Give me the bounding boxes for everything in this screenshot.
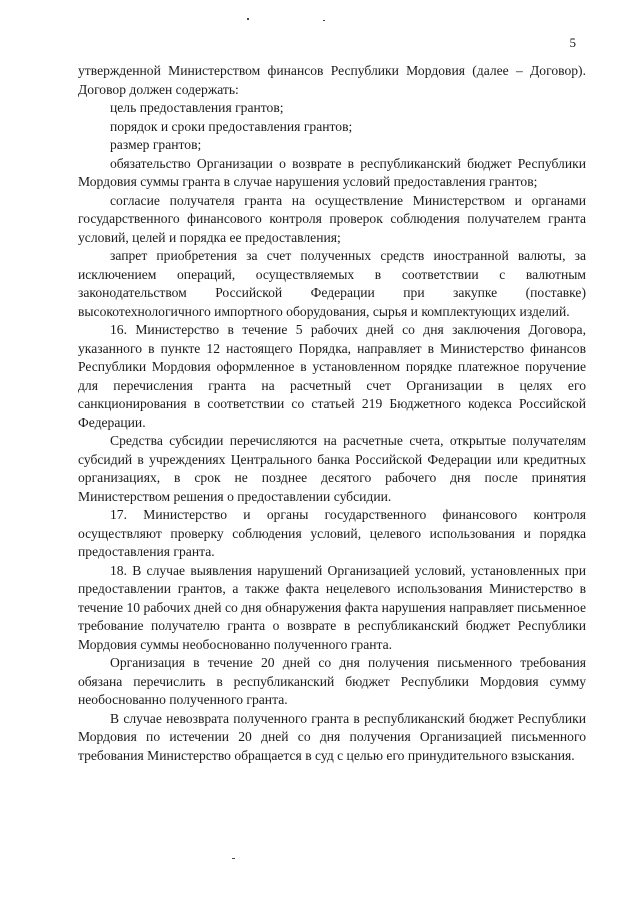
contract-item: согласие получателя гранта на осуществление Министерством и органами государственного финансового контроля проверок соблюдения получателем гранта условий, целей и порядка ее предоставления; xyxy=(78,192,586,245)
clause-16-paragraph: 16. Министерство в течение 5 рабочих дней со дня заключения Договора, указанного в пункте 12 настоящего Порядка, направляет в Министерство финансов Республики Мордовия оформленное в установленном порядке платежное поручение для перечисления гранта на расчетный счет Организации в целях его санкционирования в соответствии со статьей 219 Бюджетного кодекса Российской Федерации. xyxy=(78,322,586,430)
scan-speck xyxy=(247,18,249,20)
page-number: 5 xyxy=(569,35,576,50)
contract-item: размер грантов; xyxy=(110,137,202,152)
scan-speck xyxy=(232,858,235,859)
contract-item: порядок и сроки предоставления грантов; xyxy=(110,118,353,134)
clause-18-paragraph: 18. В случае выявления нарушений Организацией условий, установленных при предоставлении грантов, а также факта нецелевого использования Министерство в течение 10 рабочих дней со дня обнаружения факта нарушения направляет письменное требование получателю гранта о возврате в республиканский бюджет Республики Мордовия суммы необоснованно полученного гранта. xyxy=(78,562,586,652)
contract-item: цель предоставления грантов; xyxy=(110,100,284,115)
clause-17-paragraph: 17. Министерство и органы государственного финансового контроля осуществляют проверку соблюдения условий, целевого использования и порядка предоставления гранта. xyxy=(78,507,586,559)
intro-paragraph: утвержденной Министерством финансов Республики Мордовия (далее – Договор). Договор должен содержать: xyxy=(78,63,586,97)
court-recovery-paragraph: В случае невозврата полученного гранта в республиканский бюджет Республики Мордовия по истечении 20 дней со дня получения Организацией письменного требования Министерство обращается в суд с целью его принудительного взыскания. xyxy=(78,710,586,763)
subsidy-transfer-paragraph: Средства субсидии перечисляются на расчетные счета, открытые получателям субсидий в учреждениях Центрального банка Российской Федерации или кредитных организациях, в срок не позднее десятого рабочего дня после принятия Министерством решения о предоставлении субсидии. xyxy=(78,433,586,504)
contract-item: запрет приобретения за счет полученных средств иностранной валюты, за исключением операций, осуществляемых в соответствии с валютным законодательством Российской Федерации при закупке (поставке) высокотехнологичного импортного оборудования, сырья и комплектующих изделий. xyxy=(78,248,586,319)
scan-speck xyxy=(323,20,325,21)
document-body xyxy=(78,62,586,765)
refund-deadline-paragraph: Организация в течение 20 дней со дня получения письменного требования обязана перечислить в республиканский бюджет Республики Мордовия сумму необоснованно полученного гранта. xyxy=(78,655,586,707)
contract-item: обязательство Организации о возврате в республиканский бюджет Республики Мордовия суммы гранта в случае нарушения условий предоставления грантов; xyxy=(78,155,586,189)
